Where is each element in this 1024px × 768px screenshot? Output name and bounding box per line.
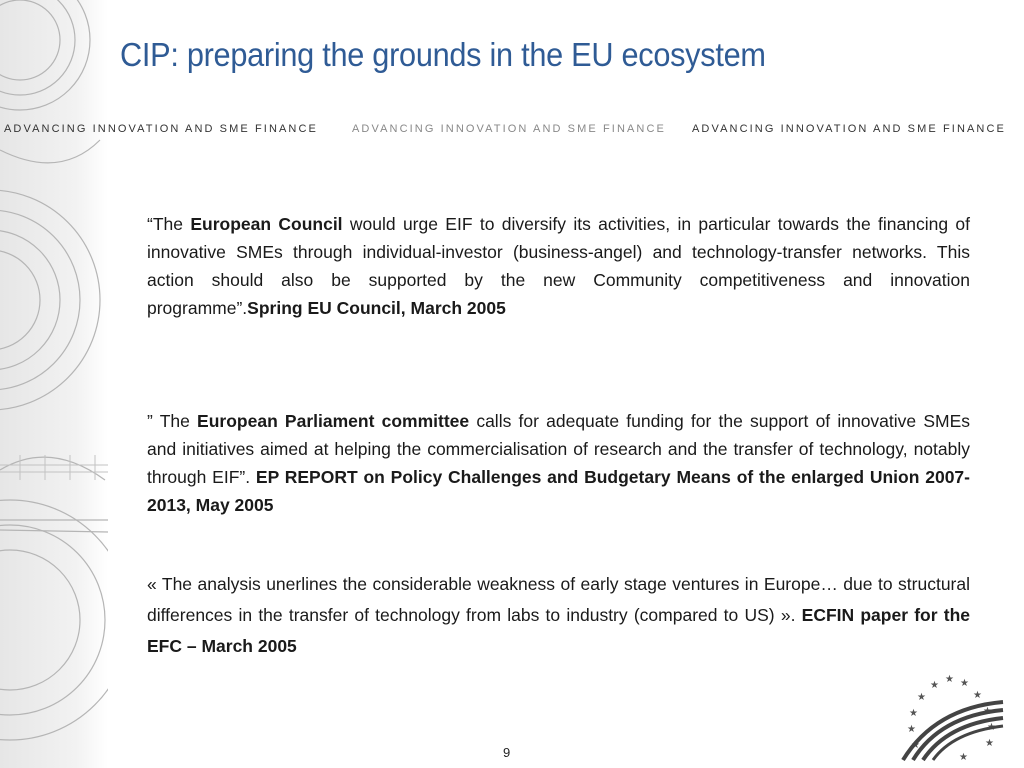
quote-source: Spring EU Council, March 2005 (247, 298, 506, 318)
svg-text:★: ★ (985, 738, 994, 749)
svg-text:★: ★ (907, 724, 916, 735)
quote-open: ” The (147, 411, 198, 431)
banner-strip (0, 121, 1024, 137)
quote-open: “The (147, 214, 191, 234)
svg-text:★: ★ (983, 706, 992, 717)
page-number: 9 (503, 745, 511, 760)
svg-text:★: ★ (909, 708, 918, 719)
decorative-sidebar-image (0, 0, 108, 768)
quote-source: ECFIN paper for the EFC – March 2005 (147, 605, 970, 656)
svg-text:★: ★ (973, 690, 982, 701)
svg-text:★: ★ (911, 740, 920, 751)
quote-european-parliament (147, 407, 970, 519)
svg-text:★: ★ (987, 722, 996, 733)
quote-subject: European Council (190, 214, 343, 234)
quote-subject: European Parliament committee (197, 411, 470, 431)
quote-body: calls for adequate funding for the support of innovative SMEs and initiatives aimed at helping the commercialisation of research and the transfer of technology, notably through EIF”. (147, 411, 970, 487)
svg-text:★: ★ (959, 752, 968, 763)
svg-text:★: ★ (960, 678, 969, 689)
svg-text:★: ★ (945, 674, 954, 685)
banner-text-3: ADVANCING INNOVATION AND SME FINANCE (692, 123, 1006, 135)
quote-source: EP REPORT on Policy Challenges and Budgetary Means of the enlarged Union 2007-2013, May 2005 (147, 467, 970, 515)
svg-text:★: ★ (917, 692, 926, 703)
quote-body: would urge EIF to diversify its activities, in particular towards the financing of innovative SMEs through individual-investor (business-angel) and technology-transfer networks. This action should also be supported by the new Community competitiveness and innovation programme”. (147, 214, 971, 318)
banner-text-2: ADVANCING INNOVATION AND SME FINANCE (352, 123, 666, 135)
slide-title: CIP: preparing the grounds in the EU ecosystem (120, 36, 766, 73)
quote-european-council (147, 210, 970, 322)
banner-text-1: ADVANCING INNOVATION AND SME FINANCE (4, 123, 318, 135)
eif-logo (895, 668, 1010, 763)
quote-ecfin (147, 569, 970, 662)
quote-body: « The analysis unerlines the considerable weakness of early stage ventures in Europe… due to structural differences in the transfer of technology from labs to industry (compared to US) ». (147, 574, 970, 625)
svg-text:★: ★ (930, 680, 939, 691)
